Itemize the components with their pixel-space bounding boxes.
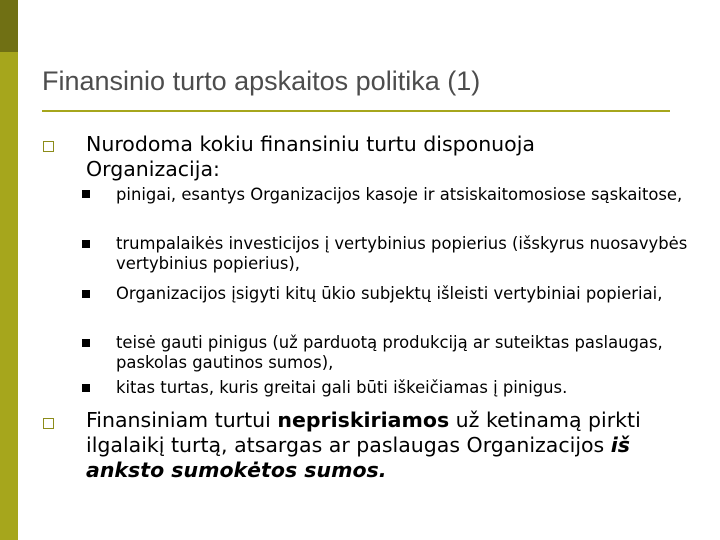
list-item: teisė gauti pinigus (už parduotą produkciją ar suteiktas paslaugas, paskolas gautinos sumos), [116, 333, 663, 372]
point2-bold-italic-term: iš anksto sumokėtos sumos. [86, 433, 630, 482]
filled-square-bullet-icon [82, 384, 90, 392]
title-underline [42, 110, 670, 112]
filled-square-bullet-icon [82, 339, 90, 347]
square-bullet-icon [43, 141, 54, 152]
slide-title: Finansinio turto apskaitos politika (1) [42, 66, 481, 96]
decorative-side-bar [0, 0, 18, 540]
decorative-side-bar-top [0, 0, 18, 52]
list-item: pinigai, esantys Organizacijos kasoje ir atsiskaitomosiose sąskaitose, [116, 185, 683, 204]
filled-square-bullet-icon [82, 240, 90, 248]
list-item: trumpalaikės investicijos į vertybinius popierius (išskyrus nuosavybės vertybinius popierius), [116, 234, 688, 273]
filled-square-bullet-icon [82, 190, 90, 198]
point1-text: Nurodoma kokiu finansiniu turtu disponuoja Organizacija: [86, 132, 535, 181]
point2-bold-term: nepriskiriamos [277, 408, 450, 432]
square-bullet-icon [43, 418, 54, 429]
point2-part1: Finansiniam turtui [86, 408, 278, 432]
point2-part3: už ketinamą pirkti ilgalaikį turtą, atsargas ar paslaugas Organizacijos [86, 408, 641, 457]
list-item: kitas turtas, kuris greitai gali būti iškeičiamas į pinigus. [116, 378, 568, 397]
list-item: Organizacijos įsigyti kitų ūkio subjektų išleisti vertybiniai popieriai, [116, 284, 663, 303]
filled-square-bullet-icon [82, 290, 90, 298]
point2-text [86, 408, 676, 483]
